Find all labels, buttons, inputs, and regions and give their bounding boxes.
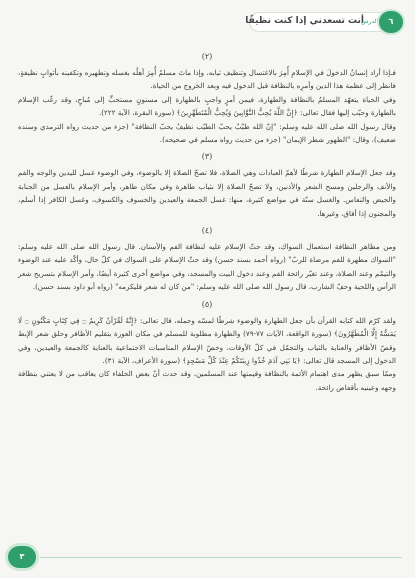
section-number: (٣) bbox=[201, 152, 213, 162]
lesson-title: أنت تسعدني إذا كنت نظيفًا bbox=[245, 16, 364, 26]
section-number: (٥) bbox=[201, 299, 213, 309]
footer-rule bbox=[40, 557, 402, 558]
paragraph: وقال رسول الله صلى الله عليه وسلم: "إنّ الله طيّبٌ يحبّ الطيّب نظيفٌ يحبّ النظافة" (جزء من حديث رواه الترمذي وسنده ضعيف)، وقال: "الطهور شطر الإيمان" (جزء من حديث رواه مسلم في صحيحه). bbox=[18, 121, 396, 145]
section-number: (٢) bbox=[201, 52, 213, 61]
unit-label: الدرس bbox=[361, 18, 378, 25]
paragraph: ولقد كرّم الله كتابه القرآن بأن جعل الطهارة والوضوء شرطًا لمسّه وحمله، قال تعالى: ﴿إِنَّهُ لَقُرْآنٌ كَرِيمٌ ۝ فِي كِتَابٍ مَكْنُونٍ ۝ لَا يَمَسُّهُ إِلَّا الْمُطَهَّرُونَ﴾ (سورة الواقعة، الآيات ٧٧-٧٩) والطهارة مطلوبة للمسلم في مكان العورة بتقليم الأظافر وحلق شعر الإبط وقصّ الأظافر والعناية بالثياب والتجمّل في كلّ الأوقات، وخصّ الإسلام المناسبات الاجتماعية بالعناية كالجمعة والعيدين، وفي الدخول إلى المسجد قال تعالى: ﴿يَا بَنِي آدَمَ خُذُوا زِينَتَكُمْ عِنْدَ كُلِّ مَسْجِدٍ﴾ (سورة الأعراف، الآية ٣١). bbox=[18, 315, 396, 365]
header-title-box bbox=[245, 12, 403, 32]
paragraph: وفي الحياة يتعهّد المسلمُ بالنظافة والطهارة، فيمن أمرٍ واجبٍ بالطهارة إلى مسنونٍ مستحبٍّ إلى مُباحٍ، وقد رغّب الإسلام بالطهارة وحبّب إليها فقال تعالى: ﴿إِنَّ اللَّهَ يُحِبُّ التَّوَّابِينَ وَيُحِبُّ الْمُتَطَهِّرِينَ﴾ (سورة البقرة، الآية ٢٢٢). bbox=[18, 94, 396, 118]
paragraph: ومن مظاهر النظافة استعمال السواك، وقد حثّ الإسلام عليه لنظافة الفم والأسنان. قال رسول الله صلى الله عليه وسلم: "السواك مطهرة للفم مرضاة للربّ" (رواه أحمد بسند حسن) وقد حثّ الإسلام على السواك في كلّ حال، وأكّد عليه عند الوضوء والتيمّم وعند الصلاة، وعند تغيّر رائحة الفم وعند دخول البيت والمسجد، وفي مواضع أخرى كثيرة أيضًا، وأمر الإسلام بتسريح شعر الرأس واللحية وحفّ الشارب، قال رسول الله صلى الله عليه وسلم: "من كان له شعر فليكرمه" (رواه أبو داود بسند حسن). bbox=[18, 242, 396, 292]
page-number-badge: ٣ bbox=[8, 546, 36, 568]
paragraph: فـإذا أراد إنسانٌ الدخولَ في الإسلامِ أُمِرَ بالاغتسال وتنظيف ثيابه، وإذا ماتَ مسلمٌ أُمِرَ أهلُه بغسله وتطهيره وتكفينه بأثوابٍ نظيفةٍ، فانظر إلى عظمة هذا الدين وأمرِه بالنظافة قبل الدخول فيه وبعد الخروج من الحياة. bbox=[18, 68, 396, 91]
paragraph: وقد جعل الإسلام الطهارة شرطًا لأهمّ العبادات وهي الصلاة، فلا تصحّ الصلاة إلا بالوضوء، وفي الوضوء غسل لليدين والوجه والفم والأنف والرجلين ومسح الشعر والأذنين، ولا تصحّ الصلاة إلا بثياب طاهرة وفي مكان طاهر، وأمر الإسلام بالغسل من الجنابة والحيض والنفاس. والغسل سنّة في مواضع كثيرة، منها: غسل الجمعة والعيدين والخسوف والكسوف، وغسل الكافر إذا أسلم، والمجنون إذا أفاق، وغيرها. bbox=[18, 168, 396, 218]
section-number: (٤) bbox=[201, 226, 213, 236]
page-header bbox=[0, 10, 415, 36]
lesson-body bbox=[18, 52, 396, 394]
paragraph: وممّا سبق يظهر مدى اهتمام الأئمة بالنظافة وقيمتها عند المسلمين، وقد حدث أنّ بعض الخلفاء كان يعاقب من لا يعتني بنظافة وجهه وعينيه بأقفاص رائحة. bbox=[18, 369, 396, 392]
unit-number-badge: ٦ bbox=[379, 11, 403, 33]
